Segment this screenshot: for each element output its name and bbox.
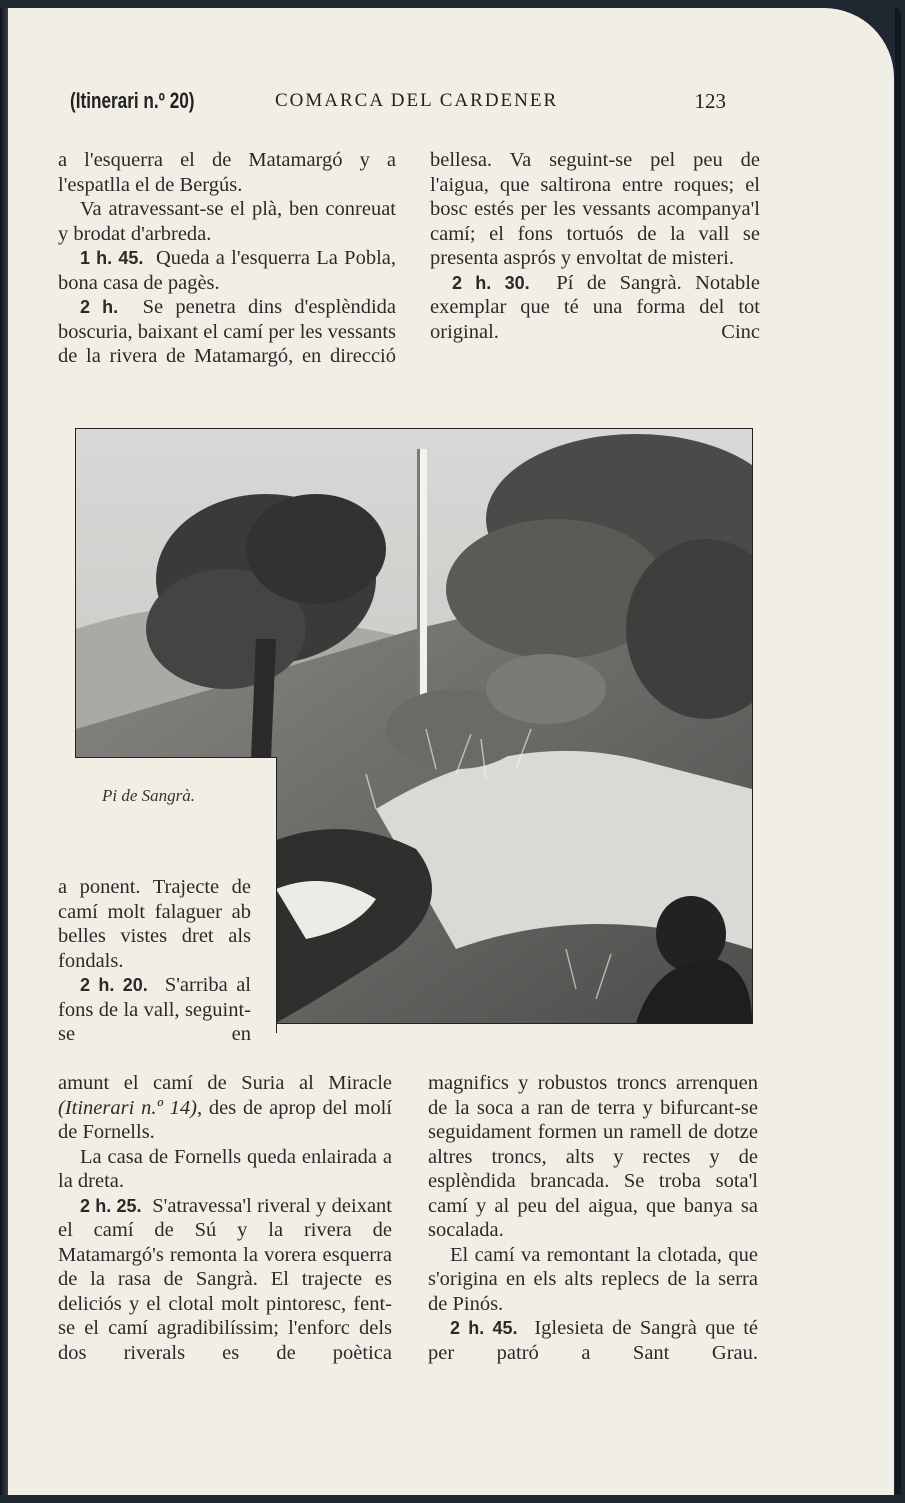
paragraph: magnifics y robustos troncs arrenquen de la soca a ran de terra y bifurcant-se seguidament formen un ramell de dotze altres troncs, alts y rectes y de esplèndida brancada. Se troba sota'l camí y al peu del aigua, que banya sa socalada. [428,1072,758,1241]
column-left-bottom [58,1071,392,1365]
time-marker: 2 h. 45. [450,1318,518,1338]
paragraph-text: amunt el camí de Suria al Miracle [58,1072,392,1094]
column-narrow [58,875,251,1047]
itinerary-reference: (Itinerari n.º 14) [58,1096,197,1119]
column-left-top [58,148,396,369]
paragraph [430,271,760,345]
paragraph [58,295,396,369]
paragraph-text: S'atravessa'l riveral y deixant el camí de Sú y la rivera de Matamargó's remonta la vorera esquerra de la rasa de Sangrà. El trajecte es deliciós y el clotal molt pintoresc, fent-se el camí agradibilíssim; l'enforc dels dos riverals es de poètica [58,1194,392,1364]
paragraph [58,1071,392,1145]
header-title: COMARCA DEL CARDENER [275,90,559,111]
paragraph: a ponent. Trajecte de camí molt falaguer ab belles vistes dret als fondals. [58,876,251,972]
header-itinerary: (Itinerari n.º 20) [70,88,195,113]
paragraph: Va atravessant-se el plà, ben conreuat y brodat d'arbreda. [58,198,396,245]
paragraph: bellesa. Va seguint-se pel peu de l'aigua, que saltirona entre roques; el bosc estés per les vessants acompanya'l camí; el fons tortuós de la vall se presenta asprós y envoltat de misteri. [430,149,760,269]
time-marker: 2 h. [80,297,119,317]
paragraph: El camí va remontant la clotada, que s'origina en els alts replecs de la serra de Pinós. [428,1243,758,1315]
paragraph [428,1316,758,1365]
paragraph-text: , des de aprop del molí de Fornells. [58,1096,392,1143]
time-marker: 2 h. 30. [452,272,530,293]
paragraph-text: Se penetra dins d'esplèndida boscuria, baixant el camí per les vessants de la rivera de Matamargó, en direcció [58,296,396,367]
paragraph-text: Queda a l'esquerra La Pobla, bona casa de pagès. [58,247,397,294]
time-marker: 2 h. 20. [80,975,148,995]
paragraph-text: Pí de Sangrà. Notable exemplar que té una forma del tot original. Cinc [430,271,761,343]
paragraph-text: S'arriba al fons de la vall, seguint-se en [58,974,252,1045]
page-number: 123 [694,89,726,113]
paragraph-text: Iglesieta de Sangrà que té per patró a Sant Grau. [428,1317,759,1364]
paragraph [58,246,396,295]
paragraph: a l'esquerra el de Matamargó y a l'espatlla el de Bergús. [58,149,396,196]
paragraph [58,1194,392,1366]
paragraph: La casa de Fornells queda enlairada a la dreta. [58,1145,392,1192]
time-marker: 1 h. 45. [80,248,144,268]
column-right-top [430,148,760,344]
page-edge [895,8,901,1495]
paragraph [58,973,251,1047]
running-header [70,88,730,118]
column-right-bottom [428,1071,758,1365]
time-marker: 2 h. 25. [80,1195,142,1216]
figure-caption: Pi de Sangrà. [102,786,196,805]
